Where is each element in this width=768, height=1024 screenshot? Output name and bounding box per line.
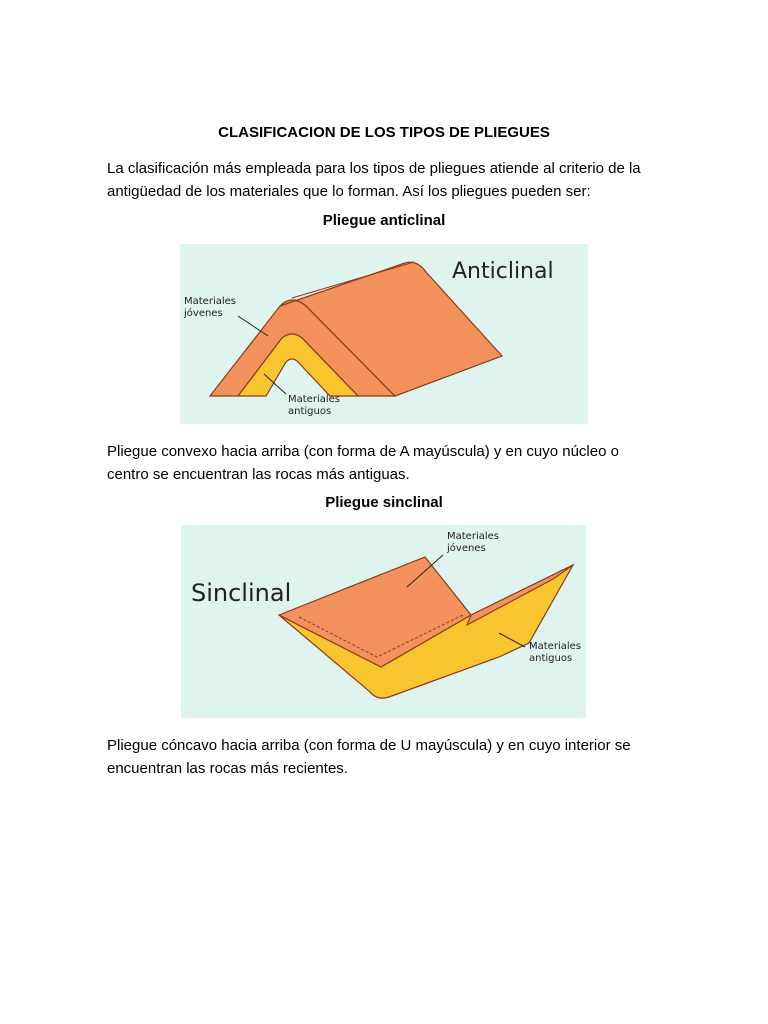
young-label-line: jóvenes (184, 308, 223, 319)
description-line: encuentran las rocas más recientes. (107, 760, 348, 777)
young-label-line: Materiales (447, 531, 499, 542)
anticlinal-heading: Pliegue anticlinal (322, 212, 446, 229)
sinclinal-diagram (181, 525, 586, 718)
sinclinal-figure (181, 525, 586, 718)
anticlinal-label: Anticlinal (452, 259, 554, 284)
intro-paragraph (107, 157, 667, 203)
anticlinal-figure (180, 244, 588, 424)
old-label-line: Materiales (529, 641, 581, 652)
sinclinal-label: Sinclinal (191, 579, 292, 607)
page-title: CLASIFICACION DE LOS TIPOS DE PLIEGUES (218, 124, 550, 141)
anticlinal-diagram (180, 244, 588, 424)
young-label-line: jóvenes (447, 543, 486, 554)
old-label-line: antiguos (288, 406, 332, 417)
description-line: Pliegue cóncavo hacia arriba (con forma de U mayúscula) y en cuyo interior se (107, 737, 631, 754)
description-line: centro se encuentran las rocas más antiguas. (107, 466, 410, 483)
sinclinal-description (107, 734, 667, 780)
young-label-line: Materiales (184, 296, 236, 307)
intro-line: antigüedad de los materiales que lo forman. Así los pliegues pueden ser: (107, 183, 591, 200)
anticlinal-description (107, 440, 667, 486)
old-label-line: antiguos (529, 653, 573, 664)
intro-line: La clasificación más empleada para los tipos de pliegues atiende al criterio de la (107, 160, 641, 177)
sinclinal-heading: Pliegue sinclinal (325, 494, 443, 511)
old-label-line: Materiales (288, 394, 340, 405)
description-line: Pliegue convexo hacia arriba (con forma de A mayúscula) y en cuyo núcleo o (107, 443, 619, 460)
